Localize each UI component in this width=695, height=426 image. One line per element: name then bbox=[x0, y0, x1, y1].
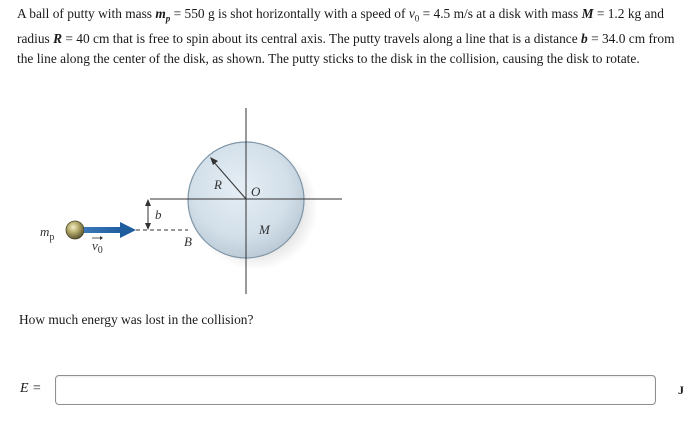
label-mp: $m_p$ bbox=[40, 224, 55, 243]
label-v0: $v_0$ bbox=[92, 238, 103, 256]
label-B: B bbox=[184, 234, 192, 249]
speed-symbol: v bbox=[408, 6, 415, 21]
velocity-arrowhead bbox=[120, 222, 136, 238]
b-arrow-top bbox=[145, 199, 151, 206]
answer-input[interactable] bbox=[55, 375, 656, 405]
velocity-arrow-shaft bbox=[84, 227, 122, 233]
label-R: R bbox=[214, 177, 222, 192]
answer-label: E = bbox=[20, 381, 42, 396]
disk-mass-symbol: M bbox=[581, 6, 594, 21]
b-arrow-bottom bbox=[145, 223, 151, 230]
question-text: How much energy was lost in the collision? bbox=[19, 312, 254, 327]
distance-symbol: b bbox=[581, 30, 588, 46]
label-O: O bbox=[251, 184, 261, 199]
label-b: b bbox=[155, 207, 162, 222]
speed-subscript: 0 bbox=[414, 13, 420, 24]
putty-ball bbox=[66, 221, 84, 239]
mass-subscript: p bbox=[165, 13, 171, 24]
mass-symbol: m bbox=[155, 6, 166, 21]
problem-statement: A ball of putty with mass $m_p = 550$ g is shot horizontally with a speed of $v_0 = 4.5$ m/s at a disk with mass M = 1.2 kg and radius R = 40 cm that is free to spin about its central axis. The putty travels along a line that is a distance b = 34.0 cm from the line along the center of the disk, as shown. The putty sticks to the disk in the collision, causing the disk to rotate. bbox=[17, 6, 675, 66]
answer-unit: J bbox=[678, 383, 684, 397]
label-M: M bbox=[259, 222, 270, 237]
v0-vector-head bbox=[100, 236, 103, 240]
radius-symbol: R bbox=[53, 30, 63, 46]
